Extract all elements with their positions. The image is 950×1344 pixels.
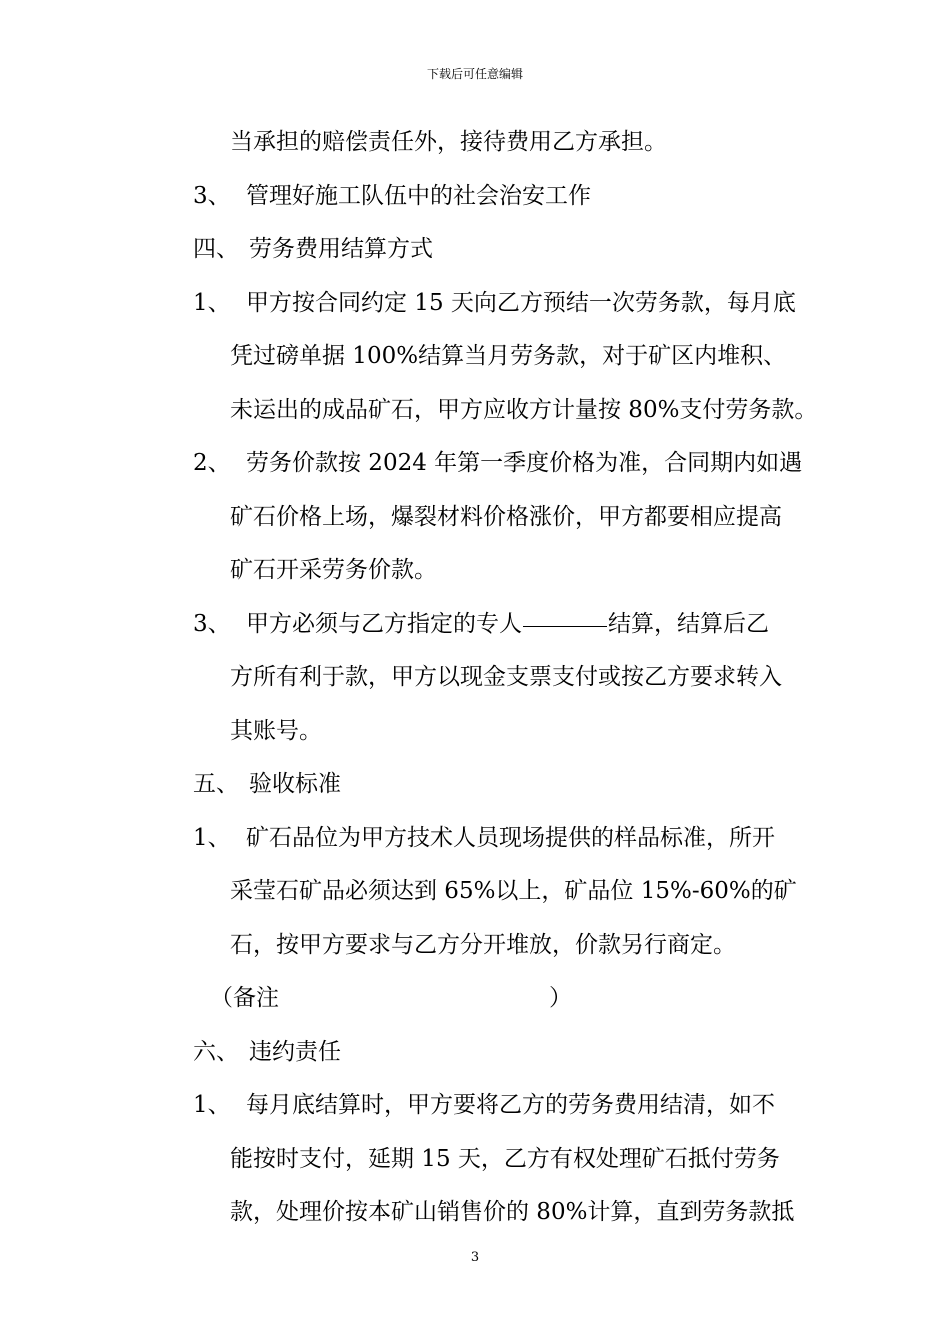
page-header: 下载后可任意编辑 <box>426 67 523 81</box>
fill-in-blank[interactable] <box>523 625 607 627</box>
section-number: 五、 <box>193 771 239 797</box>
section-heading <box>0 227 950 281</box>
list-item <box>0 441 950 495</box>
line-text: 能按时支付，延期 15 天，乙方有权处理矿石抵付劳务 <box>230 1145 780 1172</box>
paragraph-line <box>0 334 950 388</box>
item-number: 2、 <box>193 450 231 476</box>
paragraph-line <box>0 120 950 174</box>
document-body <box>0 120 950 1244</box>
paragraph-line <box>0 1137 950 1191</box>
section-number: 四、 <box>193 236 239 262</box>
remark-close: ） <box>549 985 572 1011</box>
line-text: 矿石开采劳务价款。 <box>230 557 437 583</box>
list-item <box>0 602 950 656</box>
line-text <box>246 602 769 646</box>
line-text: 未运出的成品矿石，甲方应收方计量按 80%支付劳务款。 <box>230 396 818 423</box>
remark-open: （备注 <box>210 985 279 1011</box>
list-item <box>0 816 950 870</box>
paragraph-line <box>0 655 950 709</box>
line-text-before-blank: 甲方必须与乙方指定的专人 <box>246 610 522 637</box>
line-text: 当承担的赔偿责任外，接待费用乙方承担。 <box>230 129 667 155</box>
item-number: 1、 <box>193 1092 231 1118</box>
line-text: 劳务价款按 2024 年第一季度价格为准，合同期内如遇 <box>246 450 803 476</box>
list-item <box>0 281 950 335</box>
section-title: 违约责任 <box>249 1038 341 1065</box>
list-item <box>0 174 950 228</box>
remark-text <box>210 976 572 1020</box>
line-text: 甲方按合同约定 15 天向乙方预结一次劳务款，每月底 <box>246 289 796 316</box>
paragraph-line <box>0 923 950 977</box>
item-number: 3、 <box>193 610 231 637</box>
line-text: 凭过磅单据 100%结算当月劳务款，对于矿区内堆积、 <box>230 343 787 369</box>
line-text: 每月底结算时，甲方要将乙方的劳务费用结清，如不 <box>246 1092 775 1118</box>
line-text: 矿石品位为甲方技术人员现场提供的样品标准，所开 <box>246 824 775 851</box>
line-text: 款，处理价按本矿山销售价的 80%计算，直到劳务款抵 <box>230 1199 795 1225</box>
line-text: 方所有利于款，甲方以现金支票支付或按乙方要求转入 <box>230 664 782 690</box>
section-number: 六、 <box>193 1038 239 1065</box>
list-item <box>0 1083 950 1137</box>
section-heading <box>0 1030 950 1084</box>
section-title: 劳务费用结算方式 <box>249 236 433 262</box>
page-number: 3 <box>470 1250 480 1265</box>
paragraph-line <box>0 869 950 923</box>
paragraph-line <box>0 388 950 442</box>
item-number: 3、 <box>193 182 231 209</box>
line-text-after-blank: 结算，结算后乙 <box>608 610 769 637</box>
item-number: 1、 <box>193 289 231 316</box>
section-title: 验收标准 <box>249 771 341 797</box>
line-text: 矿石价格上场，爆裂材料价格涨价，甲方都要相应提高 <box>230 503 782 530</box>
paragraph-line <box>0 709 950 763</box>
line-text: 管理好施工队伍中的社会治安工作 <box>246 182 591 209</box>
paragraph-line <box>0 548 950 602</box>
line-text: 其账号。 <box>230 717 322 744</box>
paragraph-line <box>0 1190 950 1244</box>
section-heading <box>0 762 950 816</box>
line-text: 采莹石矿品必须达到 65%以上，矿品位 15%-60%的矿 <box>230 878 797 904</box>
paragraph-line <box>0 495 950 549</box>
item-number: 1、 <box>193 824 231 851</box>
line-text: 石，按甲方要求与乙方分开堆放，价款另行商定。 <box>230 931 736 958</box>
remark-line <box>0 976 950 1030</box>
